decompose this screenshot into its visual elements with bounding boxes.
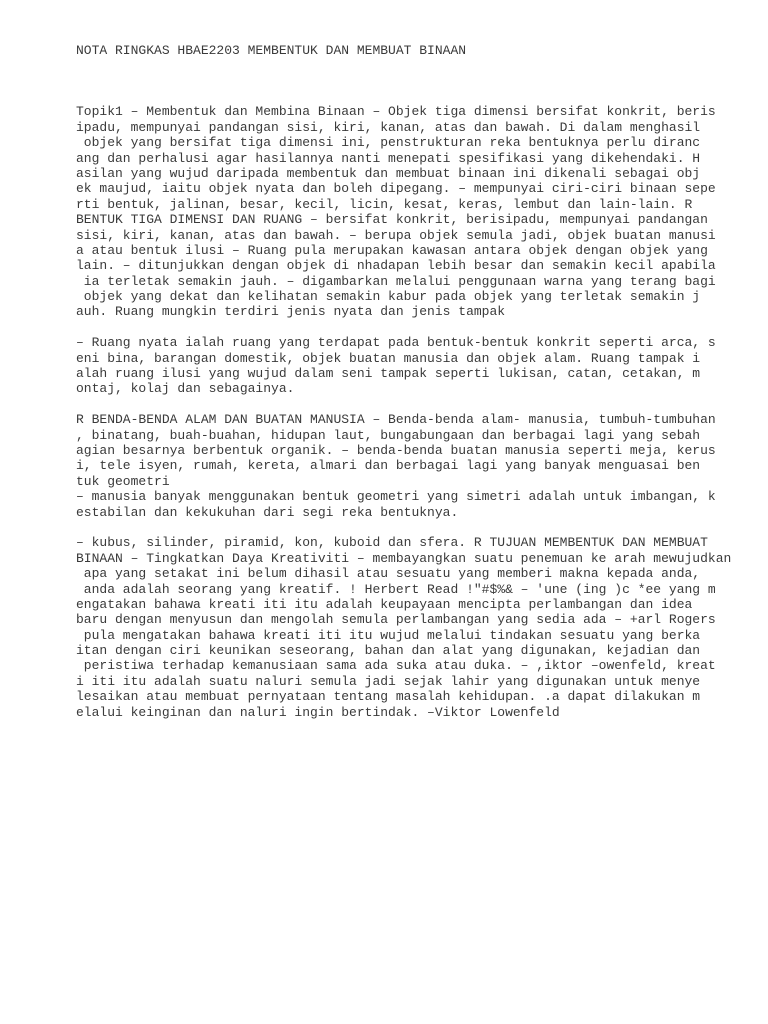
- text-line: engatakan bahawa kreati iti itu adalah keupayaan mencipta perlambangan dan idea: [76, 596, 693, 612]
- text-line: tuk geometri: [76, 473, 170, 489]
- text-line: itan dengan ciri keunikan seseorang, bahan dan alat yang digunakan, kejadian dan: [76, 643, 701, 659]
- text-line: lain. – ditunjukkan dengan objek di nhadapan lebih besar dan semakin kecil apabila: [76, 258, 716, 274]
- text-line: ang dan perhalusi agar hasilannya nanti menepati spesifikasi yang dikehendaki. H: [76, 150, 701, 166]
- paragraph: [76, 535, 736, 720]
- text-line: sisi, kiri, kanan, atas dan bawah. – berupa objek semula jadi, objek buatan manusi: [76, 227, 716, 243]
- document-title: NOTA RINGKAS HBAE2203 MEMBENTUK DAN MEMBUAT BINAAN: [76, 42, 467, 58]
- text-line: i iti itu adalah suatu naluri semula jadi sejak lahir yang digunakan untuk menye: [76, 673, 701, 689]
- text-line: ia terletak semakin jauh. – digambarkan melalui penggunaan warna yang terang bagi: [76, 273, 716, 289]
- text-line: estabilan dan kekukuhan dari segi reka bentuknya.: [76, 504, 459, 520]
- paragraph: [76, 335, 736, 397]
- text-line: – Ruang nyata ialah ruang yang terdapat pada bentuk-bentuk konkrit seperti arca, s: [76, 335, 716, 351]
- text-line: a atau bentuk ilusi – Ruang pula merupakan kawasan antara objek dengan objek yang: [76, 242, 708, 258]
- text-line: ipadu, mempunyai pandangan sisi, kiri, kanan, atas dan bawah. Di dalam menghasil: [76, 119, 701, 135]
- text-line: alah ruang ilusi yang wujud dalam seni tampak seperti lukisan, catan, cetakan, m: [76, 366, 701, 382]
- text-line: , binatang, buah-buahan, hidupan laut, bungabungaan dan berbagai lagi yang sebah: [76, 427, 701, 443]
- text-line: rti bentuk, jalinan, besar, kecil, licin, kesat, keras, lembut dan lain-lain. R: [76, 196, 693, 212]
- document-body: [76, 104, 736, 720]
- text-line: auh. Ruang mungkin terdiri jenis nyata dan jenis tampak: [76, 304, 506, 320]
- paragraph: [76, 104, 736, 319]
- text-line: Topik1 – Membentuk dan Membina Binaan – Objek tiga dimensi bersifat konkrit, beris: [76, 104, 716, 120]
- text-line: apa yang setakat ini belum dihasil atau sesuatu yang memberi makna kepada anda,: [76, 566, 701, 582]
- text-line: objek yang bersifat tiga dimensi ini, penstrukturan reka bentuknya perlu diranc: [76, 135, 701, 151]
- text-line: elalui keinginan dan naluri ingin bertindak. –Viktor Lowenfeld: [76, 704, 560, 720]
- text-line: baru dengan menyusun dan mengolah semula perlambangan yang sedia ada – +arl Rogers: [76, 612, 716, 628]
- text-line: i, tele isyen, rumah, kereta, almari dan berbagai lagi yang banyak menguasai ben: [76, 458, 701, 474]
- text-line: asilan yang wujud daripada membentuk dan membuat binaan ini dikenali sebagai obj: [76, 165, 701, 181]
- text-line: R BENDA-BENDA ALAM DAN BUATAN MANUSIA – Benda-benda alam- manusia, tumbuh-tumbuhan: [76, 412, 716, 428]
- text-line: peristiwa terhadap kemanusiaan sama ada suka atau duka. – ,iktor –owenfeld, kreat: [76, 658, 716, 674]
- text-line: BENTUK TIGA DIMENSI DAN RUANG – bersifat konkrit, berisipadu, mempunyai pandangan: [76, 212, 708, 228]
- text-line: agian besarnya berbentuk organik. – benda-benda buatan manusia seperti meja, kerus: [76, 443, 716, 458]
- document-page: [76, 12, 736, 751]
- text-line: pula mengatakan bahawa kreati iti itu wujud melalui tindakan sesuatu yang berka: [76, 627, 701, 643]
- text-line: anda adalah seorang yang kreatif. ! Herbert Read !"#$%& – 'une (ing )c *ee yang m: [76, 581, 716, 597]
- text-line: ek maujud, iaitu objek nyata dan boleh dipegang. – mempunyai ciri-ciri binaan sepe: [76, 181, 716, 197]
- text-line: eni bina, barangan domestik, objek buatan manusia dan objek alam. Ruang tampak i: [76, 350, 701, 366]
- text-line: – kubus, silinder, piramid, kon, kuboid dan sfera. R TUJUAN MEMBENTUK DAN MEMBUAT: [76, 535, 708, 551]
- text-line: ontaj, kolaj dan sebagainya.: [76, 381, 295, 397]
- paragraph: [76, 412, 736, 520]
- text-line: BINAAN – Tingkatkan Daya Kreativiti – membayangkan suatu penemuan ke arah mewujudkan: [76, 550, 732, 566]
- text-line: objek yang dekat dan kelihatan semakin kabur pada objek yang terletak semakin j: [76, 289, 701, 305]
- text-line: lesaikan atau membuat pernyataan tentang masalah kehidupan. .a dapat dilakukan m: [76, 689, 701, 705]
- text-line: – manusia banyak menggunakan bentuk geometri yang simetri adalah untuk imbangan, k: [76, 489, 716, 505]
